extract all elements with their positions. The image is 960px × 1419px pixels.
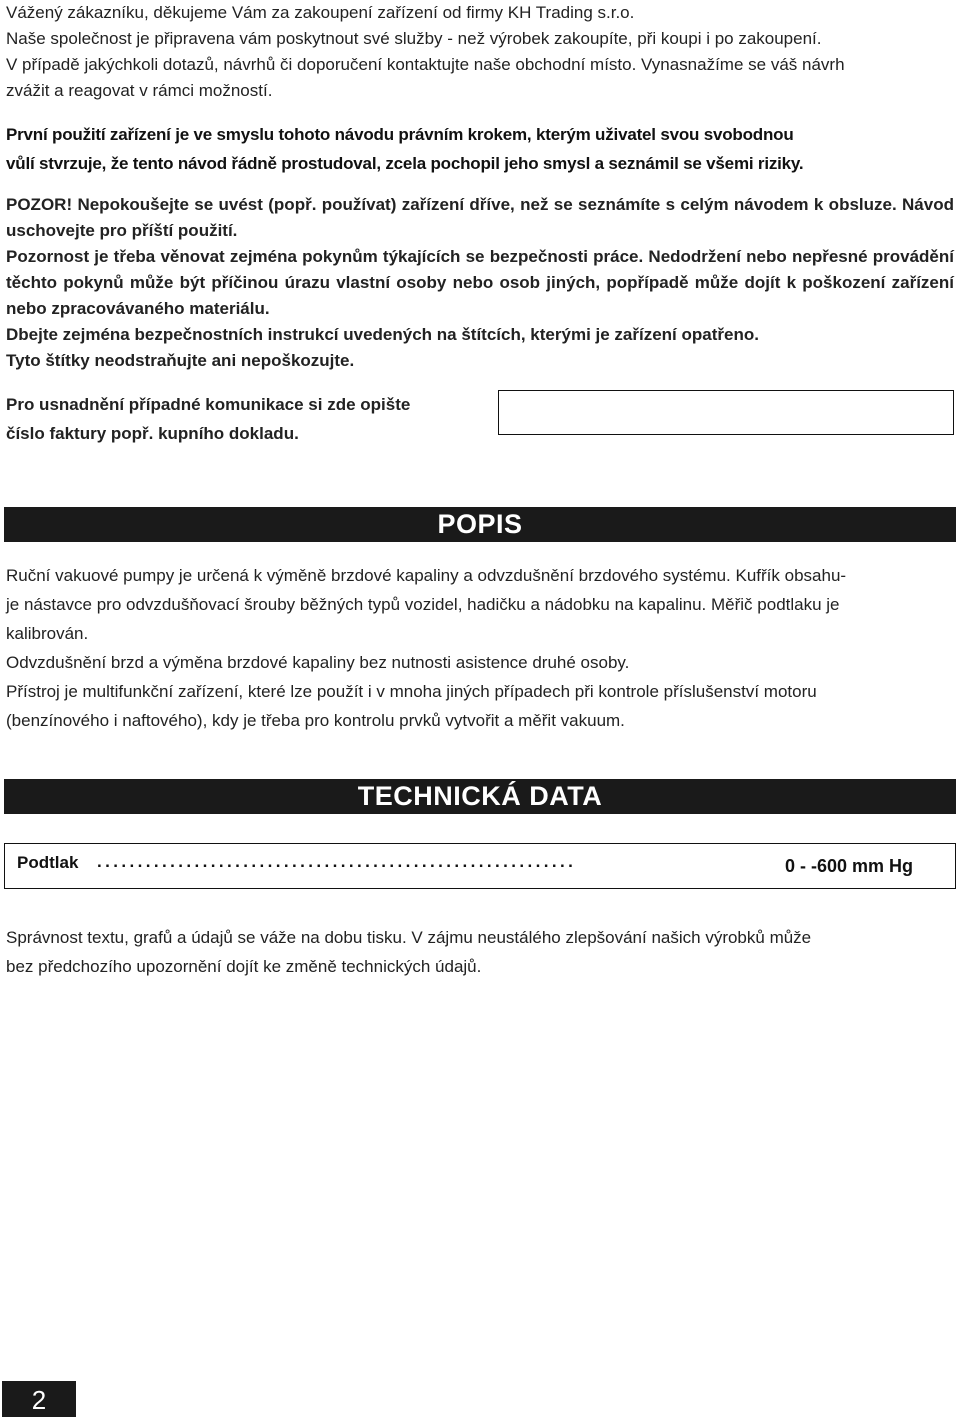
warning-labels-keep: Tyto štítky neodstraňujte ani nepoškozujte. [6,351,355,370]
description-line: kalibrován. [6,624,89,643]
disclaimer-text [6,923,954,981]
section-banner-technical-data [4,779,956,814]
spec-row-vacuum [4,843,956,889]
warning-labels: Dbejte zejména bezpečnostních instrukcí uvedených na štítcích, kterými je zařízení opatřeno. [6,325,759,344]
section-heading-technical-data: TECHNICKÁ DATA [357,781,603,811]
spec-label: Podtlak [17,853,79,872]
spec-leader-dots: ........................................................... [97,852,577,871]
intro-line: Vážený zákazníku, děkujeme Vám za zakoupení zařízení od firmy KH Trading s.r.o. [6,3,635,22]
page-number: 2 [2,1381,76,1417]
legal-line: První použití zařízení je ve smyslu tohoto návodu právním krokem, kterým uživatel svou svobodnou [6,125,794,144]
disclaimer-line: bez předchozího upozornění dojít ke změně technických údajů. [6,957,482,976]
description-line: (benzínového i naftového), kdy je třeba pro kontrolu prvků vytvořit a měřit vakuum. [6,711,625,730]
safety-warnings [6,192,954,374]
invoice-line: Pro usnadnění případné komunikace si zde opište [6,395,411,414]
description-line: Odvzdušnění brzd a výměna brzdové kapaliny bez nutnosti asistence druhé osoby. [6,653,630,672]
section-heading-popis: POPIS [437,509,523,539]
intro-line: zvážit a reagovat v rámci možností. [6,81,273,100]
intro-line: V případě jakýchkoli dotazů, návrhů či doporučení kontaktujte naše obchodní místo. Vynasnažíme se váš návrh [6,55,845,74]
spec-value: 0 - -600 mm Hg [785,856,914,876]
warning-safety-instructions: Pozornost je třeba věnovat zejména pokynům týkajících se bezpečnosti práce. Nedodržení nebo nepřesné provádění těchto pokynů může být příčinou úrazu vlastní osoby nebo osob jiných, popřípadě může dojít k poškození zařízení nebo zpracovávaného materiálu. [6,247,954,318]
description-line: je nástavce pro odvzdušňovací šrouby běžných typů vozidel, hadičku a nádobku na kapalinu. Měřič podtlaku je [6,595,840,614]
invoice-number-box[interactable] [498,390,954,435]
disclaimer-line: Správnost textu, grafů a údajů se váže na dobu tisku. V zájmu neustálého zlepšování našich výrobků může [6,928,812,947]
legal-notice [6,120,954,178]
invoice-instruction [6,390,486,448]
intro-line: Naše společnost je připravena vám poskytnout své služby - než výrobek zakoupíte, při koupi i po zakoupení. [6,29,822,48]
description-line: Ruční vakuové pumpy je určená k výměně brzdové kapaliny a odvzdušnění brzdového systému. Kufřík obsahu- [6,566,847,585]
section-banner-popis [4,507,956,542]
description-text [6,561,950,735]
description-line: Přístroj je multifunkční zařízení, které lze použít i v mnoha jiných případech při kontrole příslušenství motoru [6,682,817,701]
warning-caution: POZOR! Nepokoušejte se uvést (popř. používat) zařízení dříve, než se seznámíte s celým návodem k obsluze. Návod uschovejte pro příští použití. [6,195,954,240]
intro-text [6,0,954,104]
invoice-line: číslo faktury popř. kupního dokladu. [6,424,299,443]
legal-line: vůlí stvrzuje, že tento návod řádně prostudoval, zcela pochopil jeho smysl a seznámil se všemi riziky. [6,154,804,173]
